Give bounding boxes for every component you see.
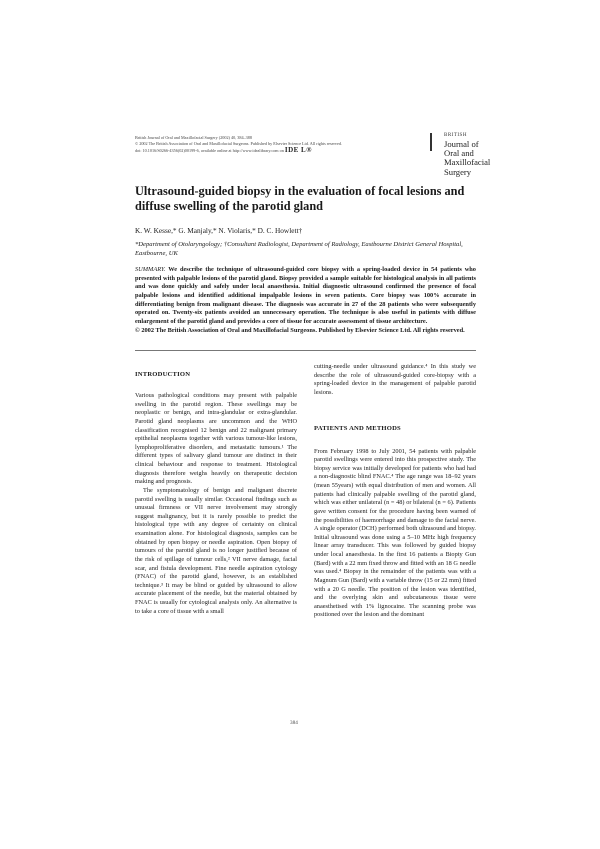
journal-logo-line: Maxillofacial: [444, 157, 491, 168]
right-column: [314, 363, 476, 620]
intro-body: [135, 392, 297, 616]
abstract-label: SUMMARY.: [135, 266, 166, 273]
journal-citation: British Journal of Oral and Maxillofacial Surgery (2002) 40, 384–388: [135, 135, 252, 140]
paragraph: Various pathological conditions may present with palpable swelling in the parotid region. These swellings may be neoplastic or benign, and intra-glandular or extra-glandular. Parotid gland neoplasms are uncommon and the WHO classification recognised 12 benign and 22 malignant primary epithelial neoplasms together with various tumour-like lesions, lymphoproliferative disorders, and metastatic tumours.¹ The different types of salivary gland tumour are distinct in their clinical behaviour and response to treatment. Histological diagnosis therefore weighs heavily on therapeutic decision making and prognosis.: [135, 392, 297, 486]
left-column: [135, 371, 297, 616]
publisher-logo: IDE L®: [284, 146, 312, 155]
abstract: [135, 266, 476, 335]
running-header: [135, 135, 415, 155]
methods-body: [314, 448, 476, 621]
abstract-copyright: © 2002 The British Association of Oral and Maxillofacial Surgeons. Published by Elsevier Science Ltd. All rights reserved.: [135, 326, 465, 334]
header-copyright: © 2002 The British Association of Oral and Maxillofacial Surgeons. Published by Elsevier Science Ltd. All rights reserved.: [135, 141, 343, 147]
journal-logo-top: BRITISH: [444, 133, 467, 138]
paragraph: The symptomatology of benign and malignant discrete parotid swelling is usually similar. Occasional findings such as unusual firmness or VII nerve involvement may strongly suggest malignancy, but it is rarely possible to predict the histological type with any degree of certainty on clinical examination alone. For histological diagnosis, samples can be obtained by open biopsy or needle aspiration. Open biopsy of tumours of the parotid gland is no longer justified because of the risk of spillage of tumour cells,² VII nerve damage, facial scar, and fistula development. Fine needle aspiration cytology (FNAC) of the parotid gland, however, is an established technique.³ It may be blind or guided by ultrasound to allow accurate placement of the needle, but the material obtained by FNAC is usually for cytological analysis only. An alternative is to take a core of tissue with a small: [135, 486, 297, 615]
section-divider: [135, 350, 476, 351]
journal-logo-name: [444, 140, 490, 177]
intro-continuation: [314, 363, 476, 398]
journal-logo-mark-icon: [430, 133, 442, 151]
article-affiliation: *Department of Otolaryngology; †Consultant Radiologist, Department of Radiology, Eastbourne District General Hospital, Eastbourne, UK: [135, 241, 463, 257]
doi-line: [135, 147, 415, 154]
page-number: 384: [290, 720, 298, 726]
doi-text: doi: 10.1016/S0266-4356(02)00199-6, available online at http://www.idealibrary.com on: [135, 148, 284, 154]
intro-heading: INTRODUCTION: [135, 371, 191, 378]
paragraph: cutting-needle under ultrasound guidance.⁴ In this study we describe the role of ultrasound-guided core-biopsy with a spring-loaded device in the management of palpable parotid lesions.: [314, 363, 476, 396]
methods-heading: PATIENTS AND METHODS: [314, 424, 401, 432]
journal-logo-line: Journal of: [444, 139, 479, 149]
paragraph: From February 1998 to July 2001, 54 patients with palpable parotid swellings were entered into this prospective study. The biopsy service was initially developed for patients who had had a non-diagnostic blind FNAC.⁴ The age range was 18–92 years (mean 55years) with equal distribution of men and women. All patients had clinically palpable swelling of the parotid gland, which was either unilateral (n = 48) or bilateral (n = 6). Patients gave written consent for the procedure having been warned of the possibilities of haemorrhage and damage to the facial nerve. A single operator (DCH) performed both ultrasound and biopsy. Initial ultrasound was done using a 5–10 MHz high frequency linear array transducer. This was followed by guided biopsy under local anaesthesia. In the first 16 patients a Biopty Gun (Bard) with a 22 mm fixed throw and fitted with an 18 G needle was used.⁴ Biopsy in the remainder of the patients was with a Magnum Gun (Bard) with a variable throw (15 or 22 mm) fitted with a 20 G needle. The position of the lesion was identified, and the overlying skin and subcutaneous tissue were anaesthetised with 1% lignocaine. The scanning probe was positioned over the lesion and the dominant: [314, 447, 476, 619]
article-authors: K. W. Kesse,* G. Manjaly,* N. Violaris,* D. C. Howlett†: [135, 226, 303, 235]
journal-logo-line: Surgery: [444, 166, 472, 177]
article-title: Ultrasound-guided biopsy in the evaluation of focal lesions and diffuse swelling of the parotid gland: [135, 184, 465, 213]
journal-logo-line: Oral and: [444, 148, 474, 159]
abstract-text: We describe the technique of ultrasound-guided core biopsy with a spring-loaded device in 54 patients who presented with palpable lesions of the parotid gland. Biopsy provided a sample suitable for histological analysis in all patients and was done quickly and safely under local anaesthesia. Initial diagnostic ultrasound confirmed the presence of focal palpable lesions and identified additional impalpable lesions in seven patients. Core biopsy was 100% accurate in differentiating benign from malignant disease. The diagnosis was accurate in 27 of the 28 patients who were subsequently operated on. Twenty-six patients avoided an unnecessary operation. The technique is also useful in patients with diffuse enlargement of the parotid gland and provides a core of tissue for accurate assessment of tissue architecture.: [135, 266, 476, 325]
